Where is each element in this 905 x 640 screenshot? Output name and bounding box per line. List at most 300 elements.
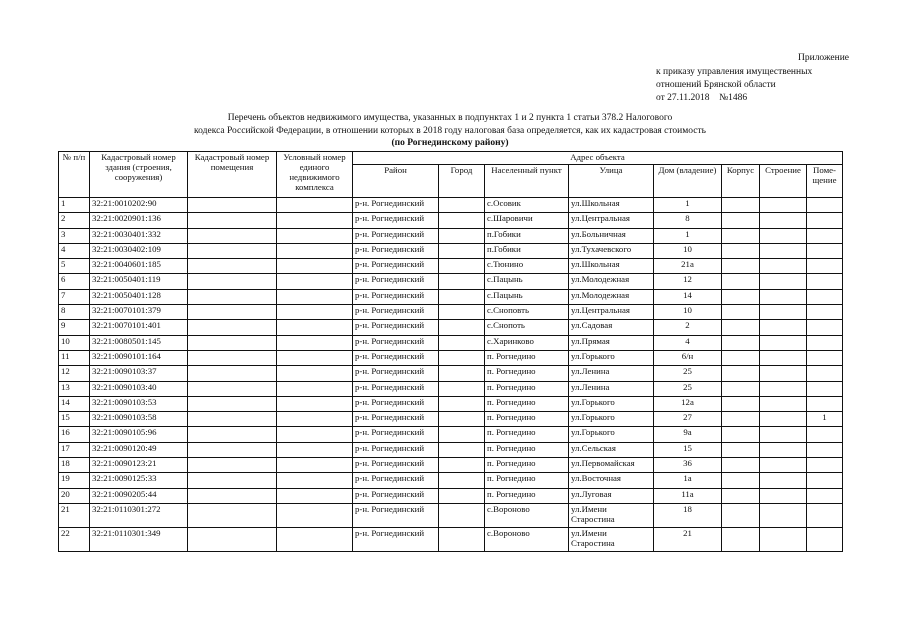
complex-number [277, 427, 353, 442]
room [807, 243, 843, 258]
cadastral-number: 32:21:0090103:40 [90, 381, 188, 396]
cadastral-number: 32:21:0070101:379 [90, 305, 188, 320]
complex-number [277, 412, 353, 427]
korpus [722, 320, 760, 335]
city [439, 527, 485, 551]
district: р-н. Рогнединский [353, 427, 439, 442]
stroenie [760, 396, 807, 411]
stroenie [760, 458, 807, 473]
row-number: 7 [59, 289, 90, 304]
district: р-н. Рогнединский [353, 320, 439, 335]
district: р-н. Рогнединский [353, 274, 439, 289]
row-number: 19 [59, 473, 90, 488]
room [807, 458, 843, 473]
district: р-н. Рогнединский [353, 243, 439, 258]
row-number: 21 [59, 503, 90, 527]
korpus [722, 350, 760, 365]
room [807, 366, 843, 381]
district: р-н. Рогнединский [353, 442, 439, 457]
premises-number [188, 213, 277, 228]
table-row [59, 335, 843, 350]
complex-number [277, 335, 353, 350]
district: р-н. Рогнединский [353, 259, 439, 274]
premises-number [188, 243, 277, 258]
korpus [722, 488, 760, 503]
row-number: 22 [59, 527, 90, 551]
premises-number [188, 320, 277, 335]
city [439, 366, 485, 381]
complex-number [277, 243, 353, 258]
complex-number [277, 527, 353, 551]
room: 1 [807, 412, 843, 427]
room [807, 213, 843, 228]
city [439, 396, 485, 411]
settlement: с.Пацынь [485, 289, 569, 304]
settlement: с.Снопоть [485, 320, 569, 335]
district: р-н. Рогнединский [353, 473, 439, 488]
house: 21 [654, 527, 722, 551]
stroenie [760, 473, 807, 488]
house: 4 [654, 335, 722, 350]
cadastral-number: 32:21:0090103:58 [90, 412, 188, 427]
complex-number [277, 503, 353, 527]
stroenie [760, 350, 807, 365]
house: 9а [654, 427, 722, 442]
room [807, 442, 843, 457]
stroenie [760, 198, 807, 213]
row-number: 11 [59, 350, 90, 365]
street: ул.Имени Старостина [569, 527, 654, 551]
district: р-н. Рогнединский [353, 289, 439, 304]
city [439, 320, 485, 335]
room [807, 289, 843, 304]
row-number: 17 [59, 442, 90, 457]
table-header-row [59, 152, 843, 165]
street: ул.Восточная [569, 473, 654, 488]
house: 25 [654, 366, 722, 381]
table-row [59, 305, 843, 320]
city [439, 259, 485, 274]
city [439, 243, 485, 258]
table-row [59, 320, 843, 335]
street: ул.Прямая [569, 335, 654, 350]
cadastral-number: 32:21:0040601:185 [90, 259, 188, 274]
row-number: 6 [59, 274, 90, 289]
house: 14 [654, 289, 722, 304]
document-heading [100, 112, 800, 150]
header-settlement: Населенный пункт [485, 165, 569, 198]
street: ул.Ленина [569, 366, 654, 381]
complex-number [277, 396, 353, 411]
table-row [59, 198, 843, 213]
settlement: с.Вороново [485, 503, 569, 527]
header-house: Дом (владение) [654, 165, 722, 198]
cadastral-number: 32:21:0080501:145 [90, 335, 188, 350]
row-number: 10 [59, 335, 90, 350]
table-row [59, 381, 843, 396]
header-pomeshchenie: Поме-щение [807, 165, 843, 198]
street: ул.Центральная [569, 213, 654, 228]
street: ул.Тухачевского [569, 243, 654, 258]
house: 6/н [654, 350, 722, 365]
cadastral-number: 32:21:0050401:119 [90, 274, 188, 289]
street: ул.Молодежная [569, 289, 654, 304]
header-stroenie: Строение [760, 165, 807, 198]
premises-number [188, 228, 277, 243]
premises-number [188, 527, 277, 551]
settlement: с.Сноповть [485, 305, 569, 320]
complex-number [277, 228, 353, 243]
room [807, 527, 843, 551]
district: р-н. Рогнединский [353, 396, 439, 411]
settlement: с.Тюнино [485, 259, 569, 274]
room [807, 228, 843, 243]
premises-number [188, 381, 277, 396]
house: 8 [654, 213, 722, 228]
row-number: 20 [59, 488, 90, 503]
street: ул.Горького [569, 427, 654, 442]
korpus [722, 381, 760, 396]
city [439, 381, 485, 396]
city [439, 488, 485, 503]
table-row [59, 366, 843, 381]
room [807, 488, 843, 503]
complex-number [277, 289, 353, 304]
cadastral-number: 32:21:0010202:90 [90, 198, 188, 213]
city [439, 350, 485, 365]
street: ул.Горького [569, 412, 654, 427]
row-number: 8 [59, 305, 90, 320]
cadastral-number: 32:21:0070101:401 [90, 320, 188, 335]
korpus [722, 198, 760, 213]
stroenie [760, 274, 807, 289]
korpus [722, 396, 760, 411]
header-num: № п/п [59, 152, 90, 198]
table-row [59, 228, 843, 243]
table-row [59, 503, 843, 527]
complex-number [277, 320, 353, 335]
house: 1а [654, 473, 722, 488]
korpus [722, 458, 760, 473]
cadastral-number: 32:21:0020901:136 [90, 213, 188, 228]
premises-number [188, 427, 277, 442]
header-building: Кадастровый номер здания (строения, сооружения) [90, 152, 188, 198]
row-number: 3 [59, 228, 90, 243]
row-number: 15 [59, 412, 90, 427]
complex-number [277, 350, 353, 365]
cadastral-number: 32:21:0110301:272 [90, 503, 188, 527]
appendix-date: от 27.11.2018 [656, 93, 710, 103]
cadastral-number: 32:21:0090105:96 [90, 427, 188, 442]
cadastral-number: 32:21:0090125:33 [90, 473, 188, 488]
table-row [59, 213, 843, 228]
korpus [722, 427, 760, 442]
korpus [722, 335, 760, 350]
room [807, 198, 843, 213]
table-row [59, 259, 843, 274]
stroenie [760, 366, 807, 381]
house: 12 [654, 274, 722, 289]
settlement: п. Рогнедино [485, 381, 569, 396]
heading-line-3: (по Рогнединскому району) [391, 138, 509, 148]
district: р-н. Рогнединский [353, 305, 439, 320]
table-body [59, 198, 843, 552]
table-row [59, 412, 843, 427]
settlement: п. Рогнедино [485, 396, 569, 411]
street: ул.Горького [569, 396, 654, 411]
complex-number [277, 473, 353, 488]
district: р-н. Рогнединский [353, 488, 439, 503]
room [807, 350, 843, 365]
cadastral-number: 32:21:0090103:37 [90, 366, 188, 381]
room [807, 381, 843, 396]
korpus [722, 366, 760, 381]
stroenie [760, 527, 807, 551]
cadastral-number: 32:21:0090120:49 [90, 442, 188, 457]
cadastral-number: 32:21:0090101:164 [90, 350, 188, 365]
korpus [722, 412, 760, 427]
korpus [722, 289, 760, 304]
settlement: п. Рогнедино [485, 427, 569, 442]
house: 27 [654, 412, 722, 427]
row-number: 16 [59, 427, 90, 442]
settlement: с.Шаровичи [485, 213, 569, 228]
district: р-н. Рогнединский [353, 366, 439, 381]
korpus [722, 527, 760, 551]
appendix-line-2: отношений Брянской области [656, 80, 776, 90]
cadastral-number: 32:21:0110301:349 [90, 527, 188, 551]
premises-number [188, 488, 277, 503]
city [439, 198, 485, 213]
heading-line-2: кодекса Российской Федерации, в отношении которых в 2018 году налоговая база определяется, как их кадастровая стоимость [194, 125, 706, 136]
stroenie [760, 381, 807, 396]
district: р-н. Рогнединский [353, 527, 439, 551]
header-korpus: Корпус [722, 165, 760, 198]
street: ул.Школьная [569, 198, 654, 213]
korpus [722, 305, 760, 320]
complex-number [277, 305, 353, 320]
appendix-line-1: к приказу управления имущественных [656, 67, 813, 77]
district: р-н. Рогнединский [353, 198, 439, 213]
header-complex: Условный номер единого недвижимого комплекса [277, 152, 353, 198]
stroenie [760, 228, 807, 243]
settlement: п. Рогнедино [485, 458, 569, 473]
korpus [722, 259, 760, 274]
settlement: п. Рогнедино [485, 488, 569, 503]
premises-number [188, 396, 277, 411]
street: ул.Садовая [569, 320, 654, 335]
premises-number [188, 442, 277, 457]
street: ул.Больничная [569, 228, 654, 243]
house: 10 [654, 305, 722, 320]
house: 15 [654, 442, 722, 457]
table-row [59, 442, 843, 457]
house: 2 [654, 320, 722, 335]
house: 18 [654, 503, 722, 527]
district: р-н. Рогнединский [353, 228, 439, 243]
street: ул.Школьная [569, 259, 654, 274]
header-street: Улица [569, 165, 654, 198]
room [807, 473, 843, 488]
district: р-н. Рогнединский [353, 350, 439, 365]
room [807, 335, 843, 350]
stroenie [760, 412, 807, 427]
table-row [59, 274, 843, 289]
room [807, 259, 843, 274]
complex-number [277, 198, 353, 213]
table-row [59, 243, 843, 258]
table-row [59, 473, 843, 488]
header-address: Адрес объекта [353, 152, 843, 165]
stroenie [760, 488, 807, 503]
complex-number [277, 488, 353, 503]
district: р-н. Рогнединский [353, 412, 439, 427]
row-number: 18 [59, 458, 90, 473]
stroenie [760, 305, 807, 320]
city [439, 473, 485, 488]
korpus [722, 503, 760, 527]
street: ул.Имени Старостина [569, 503, 654, 527]
row-number: 13 [59, 381, 90, 396]
korpus [722, 243, 760, 258]
premises-number [188, 305, 277, 320]
settlement: с.Харинково [485, 335, 569, 350]
settlement: п. Рогнедино [485, 473, 569, 488]
stroenie [760, 243, 807, 258]
city [439, 427, 485, 442]
cadastral-number: 32:21:0030402:109 [90, 243, 188, 258]
settlement: с.Осовик [485, 198, 569, 213]
city [439, 228, 485, 243]
settlement: п. Рогнедино [485, 350, 569, 365]
table-row [59, 289, 843, 304]
city [439, 442, 485, 457]
street: ул.Сельская [569, 442, 654, 457]
stroenie [760, 213, 807, 228]
city [439, 213, 485, 228]
settlement: п.Гобики [485, 228, 569, 243]
row-number: 14 [59, 396, 90, 411]
appendix-line-3 [656, 92, 747, 104]
house: 10 [654, 243, 722, 258]
table-row [59, 488, 843, 503]
city [439, 412, 485, 427]
room [807, 305, 843, 320]
stroenie [760, 503, 807, 527]
cadastral-number: 32:21:0090123:21 [90, 458, 188, 473]
korpus [722, 442, 760, 457]
street: ул.Луговая [569, 488, 654, 503]
street: ул.Ленина [569, 381, 654, 396]
stroenie [760, 259, 807, 274]
house: 36 [654, 458, 722, 473]
stroenie [760, 320, 807, 335]
settlement: п. Рогнедино [485, 442, 569, 457]
korpus [722, 228, 760, 243]
korpus [722, 274, 760, 289]
table-row [59, 458, 843, 473]
street: ул.Горького [569, 350, 654, 365]
district: р-н. Рогнединский [353, 458, 439, 473]
house: 11а [654, 488, 722, 503]
stroenie [760, 442, 807, 457]
appendix-title: Приложение [798, 53, 849, 63]
header-city: Город [439, 165, 485, 198]
row-number: 9 [59, 320, 90, 335]
complex-number [277, 274, 353, 289]
cadastral-number: 32:21:0090205:44 [90, 488, 188, 503]
header-district: Район [353, 165, 439, 198]
room [807, 320, 843, 335]
settlement: п.Гобики [485, 243, 569, 258]
premises-number [188, 274, 277, 289]
room [807, 274, 843, 289]
row-number: 4 [59, 243, 90, 258]
objects-table [58, 151, 843, 552]
row-number: 5 [59, 259, 90, 274]
settlement: с.Пацынь [485, 274, 569, 289]
table-row [59, 350, 843, 365]
stroenie [760, 335, 807, 350]
house: 21а [654, 259, 722, 274]
street: ул.Центральная [569, 305, 654, 320]
appendix-number: №1486 [719, 93, 748, 103]
city [439, 305, 485, 320]
house: 1 [654, 198, 722, 213]
house: 1 [654, 228, 722, 243]
table-row [59, 527, 843, 551]
city [439, 335, 485, 350]
korpus [722, 213, 760, 228]
row-number: 2 [59, 213, 90, 228]
city [439, 503, 485, 527]
complex-number [277, 442, 353, 457]
street: ул.Молодежная [569, 274, 654, 289]
premises-number [188, 458, 277, 473]
heading-line-1: Перечень объектов недвижимого имущества, указанных в подпунктах 1 и 2 пункта 1 статьи 378.2 Налогового [227, 113, 673, 123]
city [439, 458, 485, 473]
cadastral-number: 32:21:0030401:332 [90, 228, 188, 243]
house: 12а [654, 396, 722, 411]
settlement: п. Рогнедино [485, 366, 569, 381]
room [807, 427, 843, 442]
korpus [722, 473, 760, 488]
table-row [59, 396, 843, 411]
complex-number [277, 259, 353, 274]
room [807, 503, 843, 527]
district: р-н. Рогнединский [353, 335, 439, 350]
district: р-н. Рогнединский [353, 503, 439, 527]
premises-number [188, 366, 277, 381]
premises-number [188, 259, 277, 274]
complex-number [277, 213, 353, 228]
stroenie [760, 427, 807, 442]
city [439, 274, 485, 289]
settlement: с.Вороново [485, 527, 569, 551]
premises-number [188, 473, 277, 488]
header-premises: Кадастровый номер помещения [188, 152, 277, 198]
premises-number [188, 350, 277, 365]
street: ул.Первомайская [569, 458, 654, 473]
premises-number [188, 335, 277, 350]
table-row [59, 427, 843, 442]
row-number: 1 [59, 198, 90, 213]
settlement: п. Рогнедино [485, 412, 569, 427]
cadastral-number: 32:21:0050401:128 [90, 289, 188, 304]
premises-number [188, 289, 277, 304]
district: р-н. Рогнединский [353, 213, 439, 228]
house: 25 [654, 381, 722, 396]
